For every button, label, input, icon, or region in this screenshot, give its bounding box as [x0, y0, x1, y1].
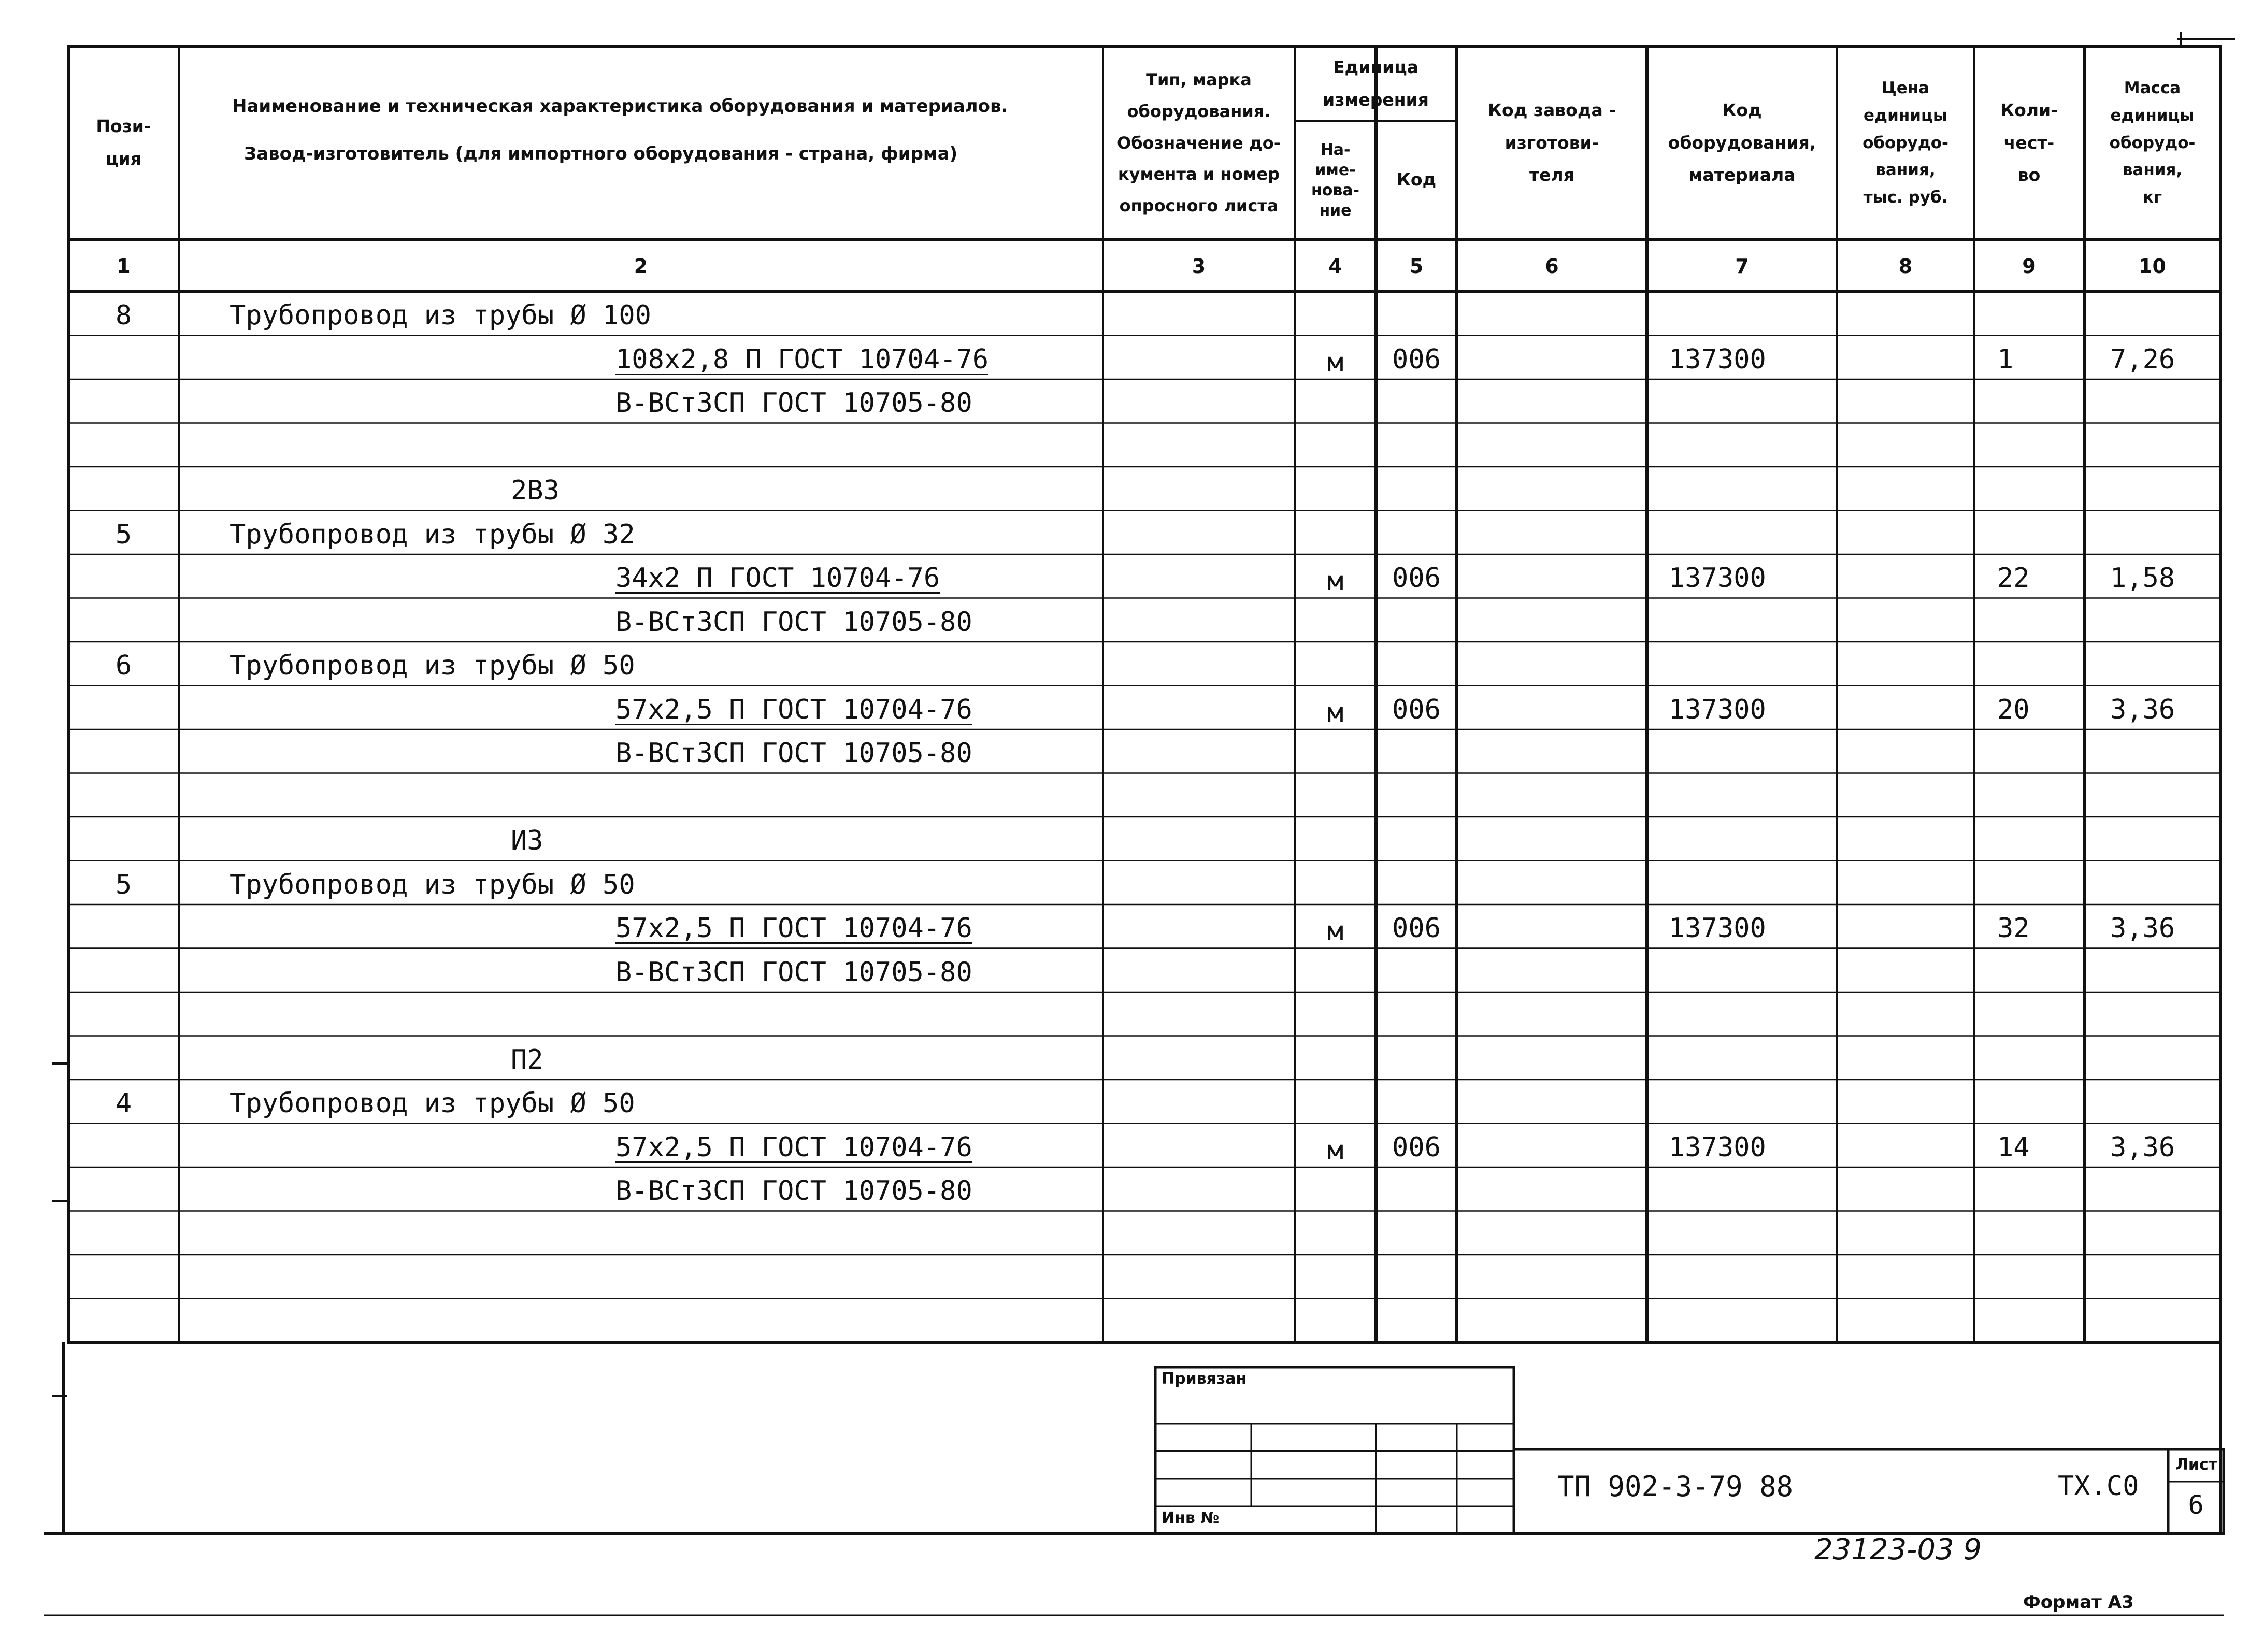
- row-spec: В-ВСт3СП ГОСТ 10705-80: [615, 1175, 972, 1207]
- row-quantity: 22: [1997, 563, 2030, 594]
- row-group-label: И3: [511, 825, 543, 857]
- row-equipment-code: 137300: [1669, 1131, 1766, 1163]
- row-position: 4: [115, 1088, 132, 1119]
- header-type: Тип, марка оборудования. Обозначение до- кумента и номер опросного листа: [1117, 70, 1281, 216]
- format-label: Формат А3: [2023, 1592, 2134, 1613]
- section-code: ТХ.С0: [2058, 1471, 2139, 1502]
- row-unit-code: 006: [1392, 913, 1441, 944]
- row-name: Трубопровод из трубы Ø 50: [230, 1088, 635, 1119]
- header-position: Пози- ция: [96, 116, 151, 169]
- row-unit: м: [1327, 347, 1344, 378]
- header-unit: Единица измерения: [1323, 56, 1429, 110]
- row-spec: 57x2,5 П ГОСТ 10704-76: [615, 913, 972, 944]
- row-unit-code: 006: [1392, 343, 1441, 375]
- stamp-attached-label: Привязан: [1162, 1370, 1247, 1388]
- row-position: 8: [115, 300, 132, 332]
- row-position: 5: [115, 869, 132, 900]
- column-number-5: 5: [1409, 255, 1424, 278]
- row-name: Трубопровод из трубы Ø 50: [230, 869, 635, 900]
- row-mass: 3,36: [2110, 1131, 2175, 1163]
- row-spec: В-ВСт3СП ГОСТ 10705-80: [615, 606, 972, 638]
- row-group-label: 2В3: [511, 475, 560, 507]
- column-number-4: 4: [1328, 255, 1342, 278]
- header-unit-name: На- име- нова- ние: [1311, 140, 1360, 220]
- row-mass: 7,26: [2110, 343, 2175, 375]
- column-number-2: 2: [634, 255, 648, 278]
- header-equipment-code: Код оборудования, материала: [1668, 99, 1816, 185]
- row-unit: м: [1327, 566, 1344, 597]
- row-spec: В-ВСт3СП ГОСТ 10705-80: [615, 387, 972, 419]
- sheet-number: 6: [2188, 1490, 2204, 1520]
- row-spec: 34x2 П ГОСТ 10704-76: [615, 563, 940, 594]
- row-unit-code: 006: [1392, 1131, 1441, 1163]
- column-number-7: 7: [1735, 255, 1749, 278]
- row-unit: м: [1327, 916, 1344, 947]
- header-name-line1: Наименование и техническая характеристика оборудования и материалов.: [232, 96, 1008, 117]
- header-quantity: Коли- чест- во: [2000, 99, 2058, 185]
- row-name: Трубопровод из трубы Ø 32: [230, 519, 635, 550]
- row-unit-code: 006: [1392, 563, 1441, 594]
- column-number-1: 1: [117, 255, 131, 278]
- row-spec: 57x2,5 П ГОСТ 10704-76: [615, 1131, 972, 1163]
- row-unit: м: [1327, 697, 1344, 728]
- column-number-6: 6: [1545, 255, 1559, 278]
- row-quantity: 14: [1997, 1131, 2030, 1163]
- row-mass: 1,58: [2110, 563, 2175, 594]
- row-equipment-code: 137300: [1669, 343, 1766, 375]
- row-quantity: 20: [1997, 694, 2030, 725]
- row-equipment-code: 137300: [1669, 563, 1766, 594]
- row-quantity: 1: [1997, 343, 2014, 375]
- column-number-9: 9: [2022, 255, 2036, 278]
- row-equipment-code: 137300: [1669, 913, 1766, 944]
- column-number-10: 10: [2139, 255, 2166, 278]
- row-unit: м: [1327, 1134, 1344, 1166]
- header-name-line2: Завод-изготовитель (для импортного оборудования - страна, фирма): [244, 143, 958, 164]
- column-number-8: 8: [1898, 255, 1913, 278]
- stamp-inv-label: Инв №: [1162, 1509, 1220, 1527]
- sheet-label: Лист: [2175, 1456, 2218, 1474]
- row-position: 5: [115, 519, 132, 550]
- row-equipment-code: 137300: [1669, 694, 1766, 725]
- row-unit-code: 006: [1392, 694, 1441, 725]
- header-price: Цена единицы оборудо- вания, тыс. руб.: [1862, 79, 1948, 207]
- row-spec: В-ВСт3СП ГОСТ 10705-80: [615, 956, 972, 988]
- row-mass: 3,36: [2110, 694, 2175, 725]
- document-code: ТП 902-3-79 88: [1557, 1470, 1794, 1503]
- row-mass: 3,36: [2110, 913, 2175, 944]
- header-mass: Масса единицы оборудо- вания, кг: [2109, 79, 2196, 207]
- row-name: Трубопровод из трубы Ø 50: [230, 650, 635, 682]
- row-position: 6: [115, 650, 132, 682]
- row-spec: В-ВСт3СП ГОСТ 10705-80: [615, 738, 972, 769]
- header-factory-code: Код завода - изготови- теля: [1488, 99, 1616, 185]
- row-group-label: П2: [511, 1044, 543, 1075]
- column-number-3: 3: [1192, 255, 1206, 278]
- row-spec: 57x2,5 П ГОСТ 10704-76: [615, 694, 972, 725]
- header-unit-code: Код: [1396, 169, 1437, 190]
- table-frame: [68, 47, 2220, 1342]
- row-name: Трубопровод из трубы Ø 100: [230, 300, 651, 332]
- row-spec: 108x2,8 П ГОСТ 10704-76: [615, 343, 989, 375]
- row-quantity: 32: [1997, 913, 2030, 944]
- archive-number: 23123-03 9: [1814, 1533, 1982, 1567]
